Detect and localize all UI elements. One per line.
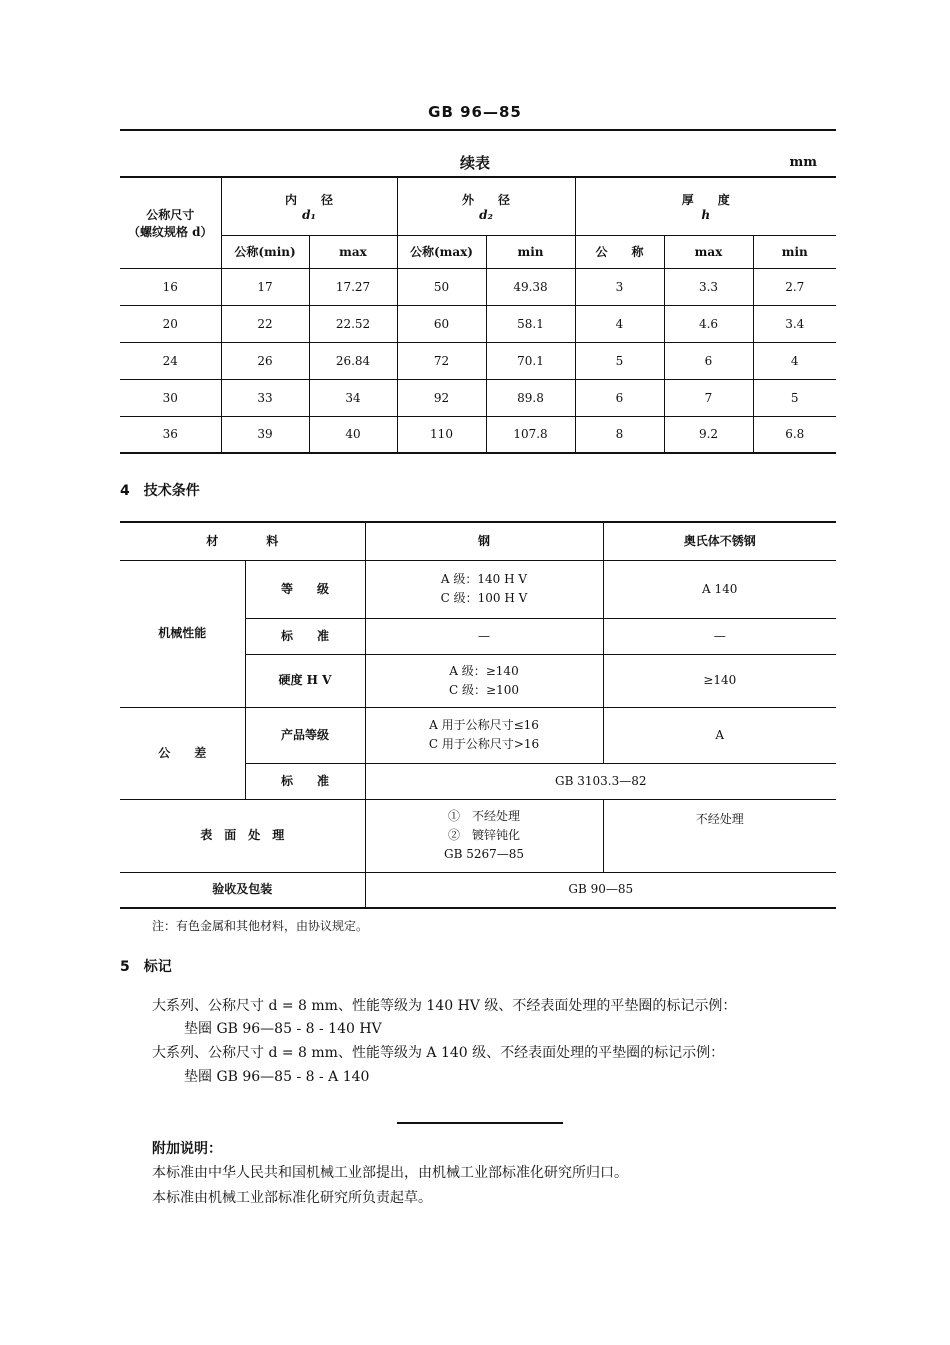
product-grade-stainless: A <box>603 707 836 763</box>
header-inner-min: 公称(min) <box>221 235 309 268</box>
dimensions-table <box>120 176 836 454</box>
appendix-title: 附加说明： <box>152 1141 222 1157</box>
header-outer-max: 公称(max) <box>397 235 486 268</box>
marking-code-2: 垫圈 GB 96—85 - 8 - A 140 <box>184 1069 370 1085</box>
table-row: 16 17 17.27 50 49.38 3 3.3 2.7 <box>120 268 836 305</box>
tolerance-standard-value: GB 3103.3—82 <box>365 763 836 799</box>
surface-treatment-stainless: 不经处理 <box>603 799 836 872</box>
tolerance-standard-label: 标 准 <box>245 763 365 799</box>
surface-treatment-steel: ① 不经处理 ② 镀锌钝化 GB 5267—85 <box>365 799 603 872</box>
header-thickness: 厚 度 h <box>575 177 836 235</box>
header-thick-min: min <box>753 235 836 268</box>
material-label: 材 料 <box>120 522 365 560</box>
section-5-title: 5 标记 <box>120 959 172 975</box>
hardness-label: 硬度 H V <box>245 654 365 707</box>
header-thick-max: max <box>664 235 753 268</box>
standard-steel: — <box>365 618 603 654</box>
table-row: 30 33 34 92 89.8 6 7 5 <box>120 379 836 416</box>
grade-label: 等 级 <box>245 560 365 618</box>
marking-code-1: 垫圈 GB 96—85 - 8 - 140 HV <box>184 1021 382 1037</box>
header-inner-diameter: 内 径 d₁ <box>221 177 397 235</box>
stainless-header: 奥氏体不锈钢 <box>603 522 836 560</box>
header-nominal-size: 公称尺寸 （螺纹规格 d） <box>120 177 221 268</box>
tolerance-label: 公 差 <box>120 707 245 799</box>
header-thick-nominal: 公 称 <box>575 235 664 268</box>
hardness-steel: A 级：≥140 C 级：≥100 <box>365 654 603 707</box>
section-divider <box>397 1122 563 1124</box>
technical-conditions-table <box>120 521 836 909</box>
standard-number: GB 96—85 <box>428 103 522 121</box>
hardness-stainless: ≥140 <box>603 654 836 707</box>
section-4-title: 4 技术条件 <box>120 483 200 499</box>
product-grade-label: 产品等级 <box>245 707 365 763</box>
acceptance-label: 验收及包装 <box>120 872 365 908</box>
table-note: 注：有色金属和其他材料，由协议规定。 <box>152 919 369 933</box>
unit-label: mm <box>789 155 817 170</box>
product-grade-steel: A 用于公称尺寸≤16 C 用于公称尺寸>16 <box>365 707 603 763</box>
grade-stainless: A 140 <box>603 560 836 618</box>
header-inner-max: max <box>309 235 397 268</box>
header-rule <box>120 129 836 131</box>
appendix-line-1: 本标准由中华人民共和国机械工业部提出，由机械工业部标准化研究所归口。 <box>152 1165 628 1181</box>
grade-steel: A 级：140 H V C 级：100 H V <box>365 560 603 618</box>
table-row: 24 26 26.84 72 70.1 5 6 4 <box>120 342 836 379</box>
header-outer-diameter: 外 径 d₂ <box>397 177 575 235</box>
standard-label: 标 准 <box>245 618 365 654</box>
marking-example-1: 大系列、公称尺寸 d = 8 mm、性能等级为 140 HV 级、不经表面处理的平垫圈的标记示例： <box>152 998 737 1014</box>
continued-table-title: 续表 <box>459 154 490 172</box>
header-outer-min: min <box>486 235 575 268</box>
marking-example-2: 大系列、公称尺寸 d = 8 mm、性能等级为 A 140 级、不经表面处理的平垫圈的标记示例： <box>152 1045 725 1061</box>
standard-stainless: — <box>603 618 836 654</box>
surface-treatment-label: 表 面 处 理 <box>120 799 365 872</box>
table-row: 36 39 40 110 107.8 8 9.2 6.8 <box>120 416 836 453</box>
table-row: 20 22 22.52 60 58.1 4 4.6 3.4 <box>120 305 836 342</box>
acceptance-value: GB 90—85 <box>365 872 836 908</box>
mechanical-properties-label: 机械性能 <box>120 560 245 707</box>
steel-header: 钢 <box>365 522 603 560</box>
appendix-line-2: 本标准由机械工业部标准化研究所负责起草。 <box>152 1190 432 1206</box>
